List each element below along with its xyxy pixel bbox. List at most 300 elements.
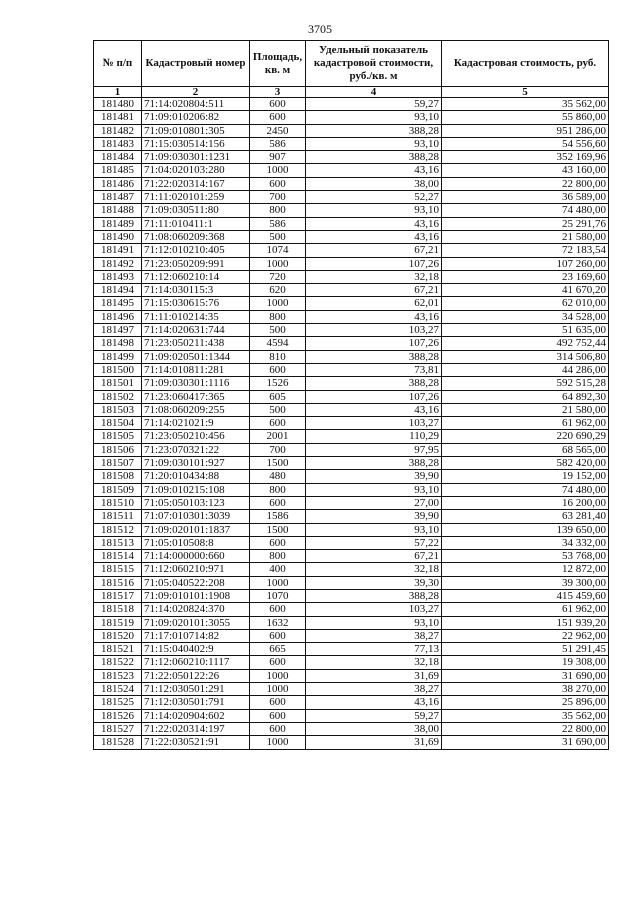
row-number-cell: 181487 <box>94 191 142 204</box>
table-row <box>94 310 609 323</box>
area-cell: 605 <box>250 390 306 403</box>
cadastral-number-cell: 71:14:000000:660 <box>142 550 250 563</box>
row-number-cell: 181509 <box>94 483 142 496</box>
specific-value-cell: 62,01 <box>306 297 442 310</box>
column-number: 2 <box>142 87 250 98</box>
table-row <box>94 629 609 642</box>
table-row <box>94 603 609 616</box>
row-number-cell: 181484 <box>94 151 142 164</box>
table-row <box>94 177 609 190</box>
row-number-cell: 181492 <box>94 257 142 270</box>
cadastral-number-cell: 71:09:030101:927 <box>142 457 250 470</box>
table-row <box>94 536 609 549</box>
cadastral-value-cell: 151 939,20 <box>442 616 609 629</box>
row-number-cell: 181481 <box>94 111 142 124</box>
cadastral-value-cell: 34 332,00 <box>442 536 609 549</box>
table-row <box>94 403 609 416</box>
specific-value-cell: 38,00 <box>306 177 442 190</box>
table-row <box>94 297 609 310</box>
area-cell: 1000 <box>250 683 306 696</box>
row-number-cell: 181524 <box>94 683 142 696</box>
header-specific-value: Удельный показатель кадастровой стоимости, руб./кв. м <box>306 41 442 87</box>
area-cell: 1000 <box>250 576 306 589</box>
area-cell: 1632 <box>250 616 306 629</box>
row-number-cell: 181522 <box>94 656 142 669</box>
cadastral-number-cell: 71:07:010301:3039 <box>142 510 250 523</box>
area-cell: 480 <box>250 470 306 483</box>
area-cell: 700 <box>250 191 306 204</box>
page-number: 3705 <box>308 22 332 36</box>
cadastral-value-cell: 22 800,00 <box>442 177 609 190</box>
area-cell: 600 <box>250 111 306 124</box>
table-row <box>94 417 609 430</box>
cadastral-value-cell: 43 160,00 <box>442 164 609 177</box>
area-cell: 600 <box>250 709 306 722</box>
row-number-cell: 181507 <box>94 457 142 470</box>
row-number-cell: 181518 <box>94 603 142 616</box>
area-cell: 400 <box>250 563 306 576</box>
cadastral-number-cell: 71:12:010210:405 <box>142 244 250 257</box>
specific-value-cell: 38,27 <box>306 683 442 696</box>
specific-value-cell: 43,16 <box>306 230 442 243</box>
table-row <box>94 736 609 749</box>
cadastral-number-cell: 71:14:020824:370 <box>142 603 250 616</box>
column-number: 4 <box>306 87 442 98</box>
cadastral-value-cell: 63 281,40 <box>442 510 609 523</box>
specific-value-cell: 39,90 <box>306 470 442 483</box>
specific-value-cell: 67,21 <box>306 284 442 297</box>
area-cell: 500 <box>250 403 306 416</box>
area-cell: 500 <box>250 230 306 243</box>
specific-value-cell: 43,16 <box>306 696 442 709</box>
specific-value-cell: 32,18 <box>306 563 442 576</box>
cadastral-number-cell: 71:12:060210:14 <box>142 270 250 283</box>
table-row <box>94 616 609 629</box>
area-cell: 800 <box>250 204 306 217</box>
table-row <box>94 430 609 443</box>
table-row <box>94 337 609 350</box>
cadastral-number-cell: 71:11:020101:259 <box>142 191 250 204</box>
row-number-cell: 181525 <box>94 696 142 709</box>
row-number-cell: 181490 <box>94 230 142 243</box>
cadastral-number-cell: 71:09:030301:1116 <box>142 377 250 390</box>
cadastral-value-cell: 51 635,00 <box>442 324 609 337</box>
specific-value-cell: 31,69 <box>306 736 442 749</box>
cadastral-number-cell: 71:04:020103:280 <box>142 164 250 177</box>
cadastral-number-cell: 71:14:021021:9 <box>142 417 250 430</box>
header-row-number: № п/п <box>94 41 142 87</box>
area-cell: 2450 <box>250 124 306 137</box>
area-cell: 1526 <box>250 377 306 390</box>
specific-value-cell: 388,28 <box>306 151 442 164</box>
row-number-cell: 181501 <box>94 377 142 390</box>
cadastral-value-cell: 72 183,54 <box>442 244 609 257</box>
row-number-cell: 181485 <box>94 164 142 177</box>
area-cell: 665 <box>250 643 306 656</box>
cadastral-value-cell: 54 556,60 <box>442 137 609 150</box>
row-number-cell: 181502 <box>94 390 142 403</box>
row-number-cell: 181494 <box>94 284 142 297</box>
specific-value-cell: 32,18 <box>306 656 442 669</box>
row-number-cell: 181483 <box>94 137 142 150</box>
row-number-cell: 181505 <box>94 430 142 443</box>
specific-value-cell: 93,10 <box>306 204 442 217</box>
specific-value-cell: 43,16 <box>306 217 442 230</box>
cadastral-value-cell: 74 480,00 <box>442 204 609 217</box>
cadastral-value-cell: 22 800,00 <box>442 722 609 735</box>
specific-value-cell: 59,27 <box>306 709 442 722</box>
cadastral-value-cell: 53 768,00 <box>442 550 609 563</box>
table-row <box>94 350 609 363</box>
cadastral-number-cell: 71:23:050209:991 <box>142 257 250 270</box>
area-cell: 1500 <box>250 523 306 536</box>
row-number-cell: 181489 <box>94 217 142 230</box>
cadastral-value-cell: 139 650,00 <box>442 523 609 536</box>
cadastral-value-cell: 314 506,80 <box>442 350 609 363</box>
cadastral-number-cell: 71:08:060209:255 <box>142 403 250 416</box>
cadastral-value-cell: 34 528,00 <box>442 310 609 323</box>
cadastral-number-cell: 71:20:010434:88 <box>142 470 250 483</box>
specific-value-cell: 110,29 <box>306 430 442 443</box>
cadastral-number-cell: 71:12:060210:971 <box>142 563 250 576</box>
specific-value-cell: 67,21 <box>306 244 442 257</box>
specific-value-cell: 93,10 <box>306 483 442 496</box>
header-cadastral-value: Кадастровая стоимость, руб. <box>442 41 609 87</box>
cadastral-value-cell: 64 892,30 <box>442 390 609 403</box>
specific-value-cell: 388,28 <box>306 377 442 390</box>
area-cell: 600 <box>250 722 306 735</box>
specific-value-cell: 38,00 <box>306 722 442 735</box>
row-number-cell: 181506 <box>94 443 142 456</box>
specific-value-cell: 93,10 <box>306 523 442 536</box>
table-row <box>94 510 609 523</box>
row-number-cell: 181520 <box>94 629 142 642</box>
cadastral-value-cell: 19 308,00 <box>442 656 609 669</box>
table-row <box>94 589 609 602</box>
cadastral-value-cell: 35 562,00 <box>442 709 609 722</box>
row-number-cell: 181497 <box>94 324 142 337</box>
specific-value-cell: 388,28 <box>306 457 442 470</box>
row-number-cell: 181513 <box>94 536 142 549</box>
table-row <box>94 550 609 563</box>
table-row <box>94 284 609 297</box>
cadastral-value-cell: 23 169,60 <box>442 270 609 283</box>
area-cell: 4594 <box>250 337 306 350</box>
table-row <box>94 443 609 456</box>
cadastral-number-cell: 71:23:050210:456 <box>142 430 250 443</box>
table-row <box>94 124 609 137</box>
area-cell: 1074 <box>250 244 306 257</box>
area-cell: 720 <box>250 270 306 283</box>
specific-value-cell: 93,10 <box>306 111 442 124</box>
row-number-cell: 181517 <box>94 589 142 602</box>
row-number-cell: 181527 <box>94 722 142 735</box>
cadastral-number-cell: 71:05:010508:8 <box>142 536 250 549</box>
area-cell: 800 <box>250 310 306 323</box>
area-cell: 1070 <box>250 589 306 602</box>
cadastral-number-cell: 71:09:020101:1837 <box>142 523 250 536</box>
cadastral-value-cell: 61 962,00 <box>442 417 609 430</box>
cadastral-value-cell: 31 690,00 <box>442 669 609 682</box>
row-number-cell: 181515 <box>94 563 142 576</box>
table-row <box>94 483 609 496</box>
row-number-cell: 181519 <box>94 616 142 629</box>
specific-value-cell: 97,95 <box>306 443 442 456</box>
row-number-cell: 181486 <box>94 177 142 190</box>
table-header-row <box>94 41 609 87</box>
table-body <box>94 98 609 750</box>
table-row <box>94 390 609 403</box>
table-row <box>94 191 609 204</box>
specific-value-cell: 39,30 <box>306 576 442 589</box>
area-cell: 600 <box>250 656 306 669</box>
row-number-cell: 181493 <box>94 270 142 283</box>
row-number-cell: 181528 <box>94 736 142 749</box>
cadastral-number-cell: 71:12:030501:791 <box>142 696 250 709</box>
area-cell: 1000 <box>250 669 306 682</box>
specific-value-cell: 73,81 <box>306 363 442 376</box>
table-row <box>94 137 609 150</box>
column-number: 3 <box>250 87 306 98</box>
cadastral-value-cell: 582 420,00 <box>442 457 609 470</box>
cadastral-value-cell: 25 896,00 <box>442 696 609 709</box>
area-cell: 586 <box>250 137 306 150</box>
cadastral-number-cell: 71:23:070321:22 <box>142 443 250 456</box>
cadastral-number-cell: 71:09:030301:1231 <box>142 151 250 164</box>
area-cell: 2001 <box>250 430 306 443</box>
cadastral-value-cell: 352 169,96 <box>442 151 609 164</box>
table-row <box>94 709 609 722</box>
column-number: 5 <box>442 87 609 98</box>
area-cell: 600 <box>250 98 306 111</box>
cadastral-value-cell: 44 286,00 <box>442 363 609 376</box>
row-number-cell: 181495 <box>94 297 142 310</box>
area-cell: 907 <box>250 151 306 164</box>
table-row <box>94 523 609 536</box>
cadastral-number-cell: 71:14:010811:281 <box>142 363 250 376</box>
header-area: Площадь, кв. м <box>250 41 306 87</box>
row-number-cell: 181482 <box>94 124 142 137</box>
table-row <box>94 643 609 656</box>
cadastral-number-cell: 71:05:050103:123 <box>142 496 250 509</box>
table-row <box>94 204 609 217</box>
cadastral-value-cell: 25 291,76 <box>442 217 609 230</box>
area-cell: 586 <box>250 217 306 230</box>
header-cadastral-number: Кадастровый номер <box>142 41 250 87</box>
cadastral-number-cell: 71:11:010411:1 <box>142 217 250 230</box>
specific-value-cell: 388,28 <box>306 124 442 137</box>
cadastral-value-cell: 12 872,00 <box>442 563 609 576</box>
cadastral-value-cell: 39 300,00 <box>442 576 609 589</box>
row-number-cell: 181498 <box>94 337 142 350</box>
row-number-cell: 181488 <box>94 204 142 217</box>
row-number-cell: 181511 <box>94 510 142 523</box>
cadastral-value-cell: 951 286,00 <box>442 124 609 137</box>
specific-value-cell: 31,69 <box>306 669 442 682</box>
row-number-cell: 181500 <box>94 363 142 376</box>
table-row <box>94 669 609 682</box>
specific-value-cell: 103,27 <box>306 417 442 430</box>
cadastral-value-cell: 21 580,00 <box>442 403 609 416</box>
area-cell: 800 <box>250 550 306 563</box>
specific-value-cell: 103,27 <box>306 603 442 616</box>
cadastral-number-cell: 71:09:030511:80 <box>142 204 250 217</box>
cadastral-value-cell: 74 480,00 <box>442 483 609 496</box>
table-row <box>94 457 609 470</box>
specific-value-cell: 32,18 <box>306 270 442 283</box>
area-cell: 600 <box>250 603 306 616</box>
cadastral-number-cell: 71:14:030115:3 <box>142 284 250 297</box>
table-row <box>94 656 609 669</box>
table-row <box>94 377 609 390</box>
cadastral-number-cell: 71:22:050122:26 <box>142 669 250 682</box>
cadastral-value-cell: 492 752,44 <box>442 337 609 350</box>
cadastral-number-cell: 71:22:020314:197 <box>142 722 250 735</box>
cadastral-value-cell: 16 200,00 <box>442 496 609 509</box>
area-cell: 800 <box>250 483 306 496</box>
cadastral-number-cell: 71:09:020501:1344 <box>142 350 250 363</box>
cadastral-number-cell: 71:23:060417:365 <box>142 390 250 403</box>
specific-value-cell: 107,26 <box>306 390 442 403</box>
table-row <box>94 363 609 376</box>
cadastral-number-cell: 71:14:020904:602 <box>142 709 250 722</box>
row-number-cell: 181508 <box>94 470 142 483</box>
cadastral-value-cell: 22 962,00 <box>442 629 609 642</box>
row-number-cell: 181516 <box>94 576 142 589</box>
cadastral-number-cell: 71:22:020314:167 <box>142 177 250 190</box>
cadastral-number-cell: 71:15:030615:76 <box>142 297 250 310</box>
area-cell: 700 <box>250 443 306 456</box>
table-row <box>94 576 609 589</box>
area-cell: 620 <box>250 284 306 297</box>
table-row <box>94 696 609 709</box>
specific-value-cell: 107,26 <box>306 337 442 350</box>
cadastral-value-cell: 61 962,00 <box>442 603 609 616</box>
area-cell: 600 <box>250 177 306 190</box>
specific-value-cell: 43,16 <box>306 403 442 416</box>
specific-value-cell: 67,21 <box>306 550 442 563</box>
cadastral-value-cell: 62 010,00 <box>442 297 609 310</box>
cadastral-value-cell: 31 690,00 <box>442 736 609 749</box>
specific-value-cell: 93,10 <box>306 616 442 629</box>
column-number-row <box>94 87 609 98</box>
area-cell: 1000 <box>250 736 306 749</box>
row-number-cell: 181526 <box>94 709 142 722</box>
cadastral-number-cell: 71:23:050211:438 <box>142 337 250 350</box>
cadastral-number-cell: 71:09:020101:3055 <box>142 616 250 629</box>
table-row <box>94 470 609 483</box>
area-cell: 1586 <box>250 510 306 523</box>
area-cell: 600 <box>250 696 306 709</box>
area-cell: 500 <box>250 324 306 337</box>
table-row <box>94 722 609 735</box>
specific-value-cell: 388,28 <box>306 589 442 602</box>
specific-value-cell: 43,16 <box>306 164 442 177</box>
specific-value-cell: 38,27 <box>306 629 442 642</box>
row-number-cell: 181499 <box>94 350 142 363</box>
table-row <box>94 496 609 509</box>
table-row <box>94 270 609 283</box>
row-number-cell: 181512 <box>94 523 142 536</box>
row-number-cell: 181521 <box>94 643 142 656</box>
cadastral-number-cell: 71:14:020631:744 <box>142 324 250 337</box>
cadastral-value-cell: 55 860,00 <box>442 111 609 124</box>
specific-value-cell: 27,00 <box>306 496 442 509</box>
specific-value-cell: 39,90 <box>306 510 442 523</box>
cadastral-value-cell: 51 291,45 <box>442 643 609 656</box>
cadastral-number-cell: 71:12:030501:291 <box>142 683 250 696</box>
table-row <box>94 111 609 124</box>
cadastral-value-cell: 415 459,60 <box>442 589 609 602</box>
cadastral-value-cell: 592 515,28 <box>442 377 609 390</box>
row-number-cell: 181523 <box>94 669 142 682</box>
specific-value-cell: 388,28 <box>306 350 442 363</box>
cadastral-number-cell: 71:11:010214:35 <box>142 310 250 323</box>
cadastral-value-cell: 68 565,00 <box>442 443 609 456</box>
table-row <box>94 244 609 257</box>
cadastral-number-cell: 71:17:010714:82 <box>142 629 250 642</box>
area-cell: 1000 <box>250 297 306 310</box>
cadastral-number-cell: 71:09:010206:82 <box>142 111 250 124</box>
specific-value-cell: 52,27 <box>306 191 442 204</box>
cadastral-number-cell: 71:12:060210:1117 <box>142 656 250 669</box>
column-number: 1 <box>94 87 142 98</box>
cadastral-value-cell: 220 690,29 <box>442 430 609 443</box>
cadastral-number-cell: 71:05:040522:208 <box>142 576 250 589</box>
cadastral-value-cell: 38 270,00 <box>442 683 609 696</box>
row-number-cell: 181504 <box>94 417 142 430</box>
cadastral-number-cell: 71:08:060209:368 <box>142 230 250 243</box>
cadastral-value-cell: 41 670,20 <box>442 284 609 297</box>
row-number-cell: 181510 <box>94 496 142 509</box>
cadastral-number-cell: 71:15:040402:9 <box>142 643 250 656</box>
row-number-cell: 181514 <box>94 550 142 563</box>
table-row <box>94 563 609 576</box>
cadastral-value-cell: 36 589,00 <box>442 191 609 204</box>
table-row <box>94 230 609 243</box>
area-cell: 1000 <box>250 164 306 177</box>
cadastral-number-cell: 71:09:010101:1908 <box>142 589 250 602</box>
specific-value-cell: 107,26 <box>306 257 442 270</box>
area-cell: 600 <box>250 536 306 549</box>
specific-value-cell: 43,16 <box>306 310 442 323</box>
table-row <box>94 98 609 111</box>
cadastral-value-cell: 35 562,00 <box>442 98 609 111</box>
table-row <box>94 257 609 270</box>
specific-value-cell: 59,27 <box>306 98 442 111</box>
cadastral-number-cell: 71:09:010215:108 <box>142 483 250 496</box>
row-number-cell: 181480 <box>94 98 142 111</box>
specific-value-cell: 77,13 <box>306 643 442 656</box>
row-number-cell: 181503 <box>94 403 142 416</box>
cadastral-number-cell: 71:22:030521:91 <box>142 736 250 749</box>
area-cell: 1000 <box>250 257 306 270</box>
area-cell: 600 <box>250 629 306 642</box>
table-row <box>94 217 609 230</box>
cadastral-number-cell: 71:14:020804:511 <box>142 98 250 111</box>
row-number-cell: 181496 <box>94 310 142 323</box>
area-cell: 600 <box>250 363 306 376</box>
area-cell: 600 <box>250 496 306 509</box>
cadastral-number-cell: 71:15:030514:156 <box>142 137 250 150</box>
table-row <box>94 683 609 696</box>
specific-value-cell: 93,10 <box>306 137 442 150</box>
area-cell: 1500 <box>250 457 306 470</box>
area-cell: 810 <box>250 350 306 363</box>
row-number-cell: 181491 <box>94 244 142 257</box>
cadastral-number-cell: 71:09:010801:305 <box>142 124 250 137</box>
table-row <box>94 151 609 164</box>
